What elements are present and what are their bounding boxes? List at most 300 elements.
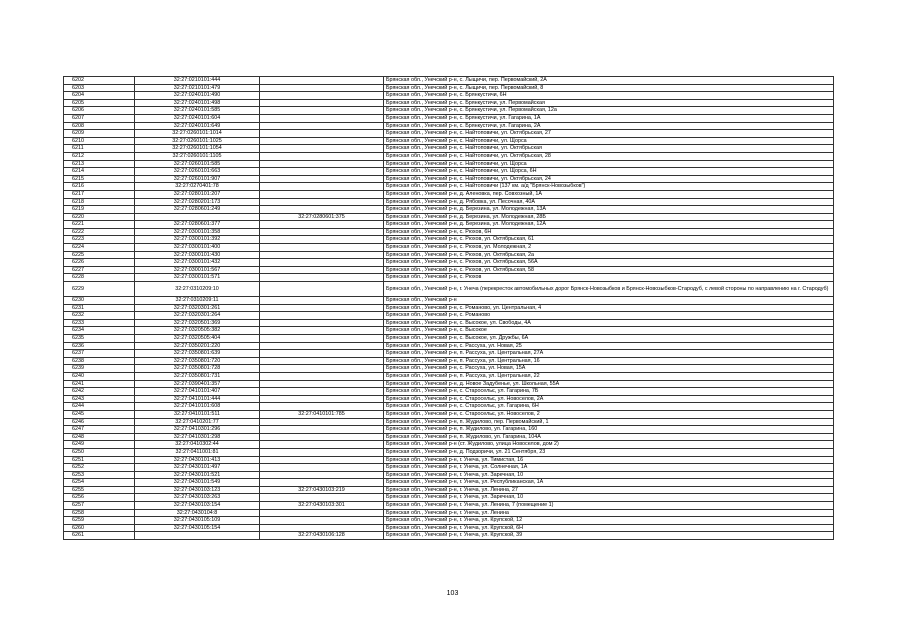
related-cadastral-number-cell bbox=[260, 335, 384, 343]
cadastral-number-cell: 32:27:0210101:444 bbox=[135, 77, 260, 85]
cadastral-number-cell: 32:27:0410101:511 bbox=[135, 410, 260, 418]
related-cadastral-number-cell bbox=[260, 266, 384, 274]
address-cell: Брянская обл., Унечский р-н, с. Рюхов, ул. Молодежная, 2 bbox=[384, 244, 834, 252]
table-row bbox=[64, 130, 834, 138]
address-cell: Брянская обл., Унечский р-н, с. Старосельє, ул. Гагарина, 6Н bbox=[384, 403, 834, 411]
table-row bbox=[64, 99, 834, 107]
row-number-cell: 6248 bbox=[64, 433, 135, 441]
cadastral-number-cell: 32:27:0260101:585 bbox=[135, 160, 260, 168]
cadastral-number-cell: 32:27:0350201:220 bbox=[135, 342, 260, 350]
row-number-cell: 6228 bbox=[64, 274, 135, 282]
cadastral-number-cell: 32:27:0240101:604 bbox=[135, 114, 260, 122]
related-cadastral-number-cell bbox=[260, 479, 384, 487]
row-number-cell: 6234 bbox=[64, 327, 135, 335]
table-row bbox=[64, 342, 834, 350]
related-cadastral-number-cell bbox=[260, 198, 384, 206]
row-number-cell: 6222 bbox=[64, 228, 135, 236]
cadastral-number-cell: 32:27:0430101:497 bbox=[135, 464, 260, 472]
related-cadastral-number-cell bbox=[260, 456, 384, 464]
table-row bbox=[64, 107, 834, 115]
table-row bbox=[64, 319, 834, 327]
row-number-cell: 6210 bbox=[64, 137, 135, 145]
address-cell: Брянская обл., Унечский р-н, г. Унеча, ул. Ленина, 27 bbox=[384, 486, 834, 494]
table-row bbox=[64, 160, 834, 168]
address-cell: Брянская обл., Унечский р-н, д. Аленовка, пер. Совхозный, 1А bbox=[384, 190, 834, 198]
related-cadastral-number-cell bbox=[260, 99, 384, 107]
related-cadastral-number-cell: 32:27:0430106:128 bbox=[260, 532, 384, 540]
related-cadastral-number-cell bbox=[260, 494, 384, 502]
related-cadastral-number-cell bbox=[260, 304, 384, 312]
cadastral-number-cell: 32:27:0430104:8 bbox=[135, 509, 260, 517]
table-row bbox=[64, 517, 834, 525]
table-row bbox=[64, 145, 834, 153]
row-number-cell: 6227 bbox=[64, 266, 135, 274]
cadastral-number-cell: 32:27:0280201:173 bbox=[135, 198, 260, 206]
address-cell: Брянская обл., Унечский р-н, с. Брянкустичи, 6Н bbox=[384, 92, 834, 100]
table-row bbox=[64, 152, 834, 160]
related-cadastral-number-cell bbox=[260, 395, 384, 403]
row-number-cell: 6241 bbox=[64, 380, 135, 388]
row-number-cell: 6225 bbox=[64, 251, 135, 259]
address-cell: Брянская обл., Унечский р-н, с. Найтоповичи, ул. Октябрьская, 28 bbox=[384, 152, 834, 160]
table-row bbox=[64, 357, 834, 365]
address-cell: Брянская обл., Унечский р-н, г. Унеча, ул. Заречная, 10 bbox=[384, 471, 834, 479]
related-cadastral-number-cell bbox=[260, 84, 384, 92]
cadastral-number-cell: 32:27:0260101:1105 bbox=[135, 152, 260, 160]
row-number-cell: 6208 bbox=[64, 122, 135, 130]
row-number-cell: 6254 bbox=[64, 479, 135, 487]
address-cell: Брянская обл., Унечский р-н bbox=[384, 297, 834, 305]
address-cell: Брянская обл., Унечский р-н, с. Найтоповичи, ул. Щорса bbox=[384, 137, 834, 145]
related-cadastral-number-cell bbox=[260, 319, 384, 327]
cadastral-number-cell: 32:27:0320301:261 bbox=[135, 304, 260, 312]
cadastral-number-cell: 32:27:0350801:728 bbox=[135, 365, 260, 373]
table-row bbox=[64, 183, 834, 191]
table-row bbox=[64, 282, 834, 297]
related-cadastral-number-cell bbox=[260, 350, 384, 358]
related-cadastral-number-cell: 32:27:0410101:785 bbox=[260, 410, 384, 418]
cadastral-number-cell: 32:27:0350801:720 bbox=[135, 357, 260, 365]
cadastral-number-cell: 32:27:0310209:11 bbox=[135, 297, 260, 305]
address-cell: Брянская обл., Унечский р-н, г. Унеча, ул. Солнечная, 1А bbox=[384, 464, 834, 472]
address-cell: Брянская обл., Унечский р-н, с. Рюхов, ул. Октябрьская, 2а bbox=[384, 251, 834, 259]
cadastral-number-cell: 32:27:0240101:649 bbox=[135, 122, 260, 130]
cadastral-number-cell: 32:27:0300101:430 bbox=[135, 251, 260, 259]
table-row bbox=[64, 380, 834, 388]
cadastral-number-cell: 32:27:0320501:369 bbox=[135, 319, 260, 327]
related-cadastral-number-cell bbox=[260, 403, 384, 411]
cadastral-number-cell: 32:27:0410301:298 bbox=[135, 433, 260, 441]
row-number-cell: 6260 bbox=[64, 524, 135, 532]
cadastral-number-cell: 32:27:0260101:1014 bbox=[135, 130, 260, 138]
row-number-cell: 6221 bbox=[64, 221, 135, 229]
row-number-cell: 6220 bbox=[64, 213, 135, 221]
related-cadastral-number-cell bbox=[260, 122, 384, 130]
row-number-cell: 6226 bbox=[64, 259, 135, 267]
cadastral-number-cell: 32:27:0260101:663 bbox=[135, 168, 260, 176]
table-row bbox=[64, 190, 834, 198]
related-cadastral-number-cell bbox=[260, 236, 384, 244]
row-number-cell: 6203 bbox=[64, 84, 135, 92]
related-cadastral-number-cell bbox=[260, 448, 384, 456]
row-number-cell: 6231 bbox=[64, 304, 135, 312]
table-row bbox=[64, 312, 834, 320]
related-cadastral-number-cell bbox=[260, 145, 384, 153]
cadastral-number-cell: 32:27:0320505:382 bbox=[135, 327, 260, 335]
address-cell: Брянская обл., Унечский р-н, с. Высокое bbox=[384, 327, 834, 335]
cadastral-number-cell: 32:27:0240101:490 bbox=[135, 92, 260, 100]
cadastral-number-cell: 32:27:0430101:413 bbox=[135, 456, 260, 464]
row-number-cell: 6215 bbox=[64, 175, 135, 183]
address-cell: Брянская обл., Унечский р-н, с. Рюхов, ул. Октябрьская, 56А bbox=[384, 259, 834, 267]
related-cadastral-number-cell bbox=[260, 441, 384, 449]
address-cell: Брянская обл., Унечский р-н, с. Найтоповичи, ул. Октябрьская, 27 bbox=[384, 130, 834, 138]
related-cadastral-number-cell bbox=[260, 114, 384, 122]
table-row bbox=[64, 236, 834, 244]
row-number-cell: 6230 bbox=[64, 297, 135, 305]
related-cadastral-number-cell bbox=[260, 380, 384, 388]
row-number-cell: 6212 bbox=[64, 152, 135, 160]
related-cadastral-number-cell bbox=[260, 524, 384, 532]
row-number-cell: 6209 bbox=[64, 130, 135, 138]
cadastral-number-cell: 32:27:0260101:1054 bbox=[135, 145, 260, 153]
registry-table bbox=[63, 76, 834, 540]
cadastral-number-cell: 32:27:0410101:608 bbox=[135, 403, 260, 411]
table-row bbox=[64, 464, 834, 472]
address-cell: Брянская обл., Унечский р-н, г. Унеча (перекресток автомобильных дорог Брянск-Новозыбков и Брянск-Новозыбков-Стародуб, с левой стороны по направлению на г. Стародуб) bbox=[384, 282, 834, 297]
related-cadastral-number-cell bbox=[260, 206, 384, 214]
table-row bbox=[64, 175, 834, 183]
table-row bbox=[64, 122, 834, 130]
row-number-cell: 6205 bbox=[64, 99, 135, 107]
address-cell: Брянская обл., Унечский р-н, п. Жудилово, ул. Гагарина, 104А bbox=[384, 433, 834, 441]
table-row bbox=[64, 456, 834, 464]
related-cadastral-number-cell bbox=[260, 372, 384, 380]
address-cell: Брянская обл., Унечский р-н, п. Рассуха, ул. Центральная, 16 bbox=[384, 357, 834, 365]
row-number-cell: 6253 bbox=[64, 471, 135, 479]
related-cadastral-number-cell bbox=[260, 418, 384, 426]
table-row bbox=[64, 494, 834, 502]
address-cell: Брянская обл., Унечский р-н, с. Рюхов, ул. Октябрьская, 58 bbox=[384, 266, 834, 274]
address-cell: Брянская обл., Унечский р-н, г. Унеча, ул. Тимистая, 16 bbox=[384, 456, 834, 464]
address-cell: Брянская обл., Унечский р-н, д. Подзоричи, ул. 21 Сентября, 23 bbox=[384, 448, 834, 456]
table-row bbox=[64, 372, 834, 380]
cadastral-number-cell: 32:27:0410201:77 bbox=[135, 418, 260, 426]
row-number-cell: 6211 bbox=[64, 145, 135, 153]
row-number-cell: 6219 bbox=[64, 206, 135, 214]
row-number-cell: 6217 bbox=[64, 190, 135, 198]
related-cadastral-number-cell bbox=[260, 327, 384, 335]
table-row bbox=[64, 410, 834, 418]
address-cell: Брянская обл., Унечский р-н, п. Жудилово, пер. Первомайский, 1 bbox=[384, 418, 834, 426]
cadastral-number-cell: 32:27:0350801:731 bbox=[135, 372, 260, 380]
address-cell: Брянская обл., Унечский р-н, с. Брянкустичи, ул. Гагарина, 2А bbox=[384, 122, 834, 130]
related-cadastral-number-cell bbox=[260, 365, 384, 373]
address-cell: Брянская обл., Унечский р-н, с. Брянкустичи, ул. Первомайская bbox=[384, 99, 834, 107]
row-number-cell: 6237 bbox=[64, 350, 135, 358]
address-cell: Брянская обл., Унечский р-н, с. Найтоповичи, ул. Щорса, 6Н bbox=[384, 168, 834, 176]
address-cell: Брянская обл., Унечский р-н, с. Лыщичи, пер. Первомайский, 2А bbox=[384, 77, 834, 85]
address-cell: Брянская обл., Унечский р-н, с. Старосельє, ул. Новоселов, 2А bbox=[384, 395, 834, 403]
row-number-cell: 6216 bbox=[64, 183, 135, 191]
table-row bbox=[64, 228, 834, 236]
table-row bbox=[64, 114, 834, 122]
related-cadastral-number-cell bbox=[260, 77, 384, 85]
cadastral-number-cell: 32:27:0300101:567 bbox=[135, 266, 260, 274]
related-cadastral-number-cell bbox=[260, 130, 384, 138]
row-number-cell: 6244 bbox=[64, 403, 135, 411]
registry-body bbox=[64, 77, 834, 540]
row-number-cell: 6229 bbox=[64, 282, 135, 297]
cadastral-number-cell: 32:27:0430103:263 bbox=[135, 494, 260, 502]
row-number-cell: 6259 bbox=[64, 517, 135, 525]
row-number-cell: 6202 bbox=[64, 77, 135, 85]
cadastral-number-cell: 32:27:0300101:571 bbox=[135, 274, 260, 282]
address-cell: Брянская обл., Унечский р-н, д. Березина, ул. Молодежная, 12А bbox=[384, 221, 834, 229]
address-cell: Брянская обл., Унечский р-н, д. Березина, ул. Молодежная, 28Б bbox=[384, 213, 834, 221]
row-number-cell: 6246 bbox=[64, 418, 135, 426]
cadastral-number-cell: 32:27:0320505:404 bbox=[135, 335, 260, 343]
cadastral-number-cell: 32:27:0260101:1025 bbox=[135, 137, 260, 145]
related-cadastral-number-cell bbox=[260, 517, 384, 525]
address-cell: Брянская обл., Унечский р-н, с. Рюхов, ул. Октябрьская, 61 bbox=[384, 236, 834, 244]
address-cell: Брянская обл., Унечский р-н, п. Жудилово, ул. Гагарина, 160 bbox=[384, 426, 834, 434]
related-cadastral-number-cell bbox=[260, 259, 384, 267]
row-number-cell: 6251 bbox=[64, 456, 135, 464]
cadastral-number-cell: 32:27:0411001:81 bbox=[135, 448, 260, 456]
address-cell: Брянская обл., Унечский р-н, с. Лыщичи, пер. Первомайский, 8 bbox=[384, 84, 834, 92]
address-cell: Брянская обл., Унечский р-н, с. Найтоповичи (137 км. а/д "Брянск-Новозыбков") bbox=[384, 183, 834, 191]
row-number-cell: 6233 bbox=[64, 319, 135, 327]
address-cell: Брянская обл., Унечский р-н, с. Рассуха, ул. Новая, 15А bbox=[384, 365, 834, 373]
row-number-cell: 6204 bbox=[64, 92, 135, 100]
address-cell: Брянская обл., Унечский р-н, п. Рассуха, ул. Центральная, 27А bbox=[384, 350, 834, 358]
table-row bbox=[64, 486, 834, 494]
related-cadastral-number-cell bbox=[260, 244, 384, 252]
related-cadastral-number-cell bbox=[260, 509, 384, 517]
row-number-cell: 6256 bbox=[64, 494, 135, 502]
row-number-cell: 6207 bbox=[64, 114, 135, 122]
table-row bbox=[64, 92, 834, 100]
address-cell: Брянская обл., Унечский р-н, г. Унеча, ул. Крупской, 39 bbox=[384, 532, 834, 540]
address-cell: Брянская обл., Унечский р-н, с. Рюхов, 6Н bbox=[384, 228, 834, 236]
cadastral-number-cell: 32:27:0240101:498 bbox=[135, 99, 260, 107]
address-cell: Брянская обл., Унечский р-н, с. Романово bbox=[384, 312, 834, 320]
row-number-cell: 6218 bbox=[64, 198, 135, 206]
cadastral-number-cell: 32:27:0320301:264 bbox=[135, 312, 260, 320]
row-number-cell: 6247 bbox=[64, 426, 135, 434]
address-cell: Брянская обл., Унечский р-н, д. Рябовка, ул. Песочная, 40А bbox=[384, 198, 834, 206]
row-number-cell: 6238 bbox=[64, 357, 135, 365]
row-number-cell: 6242 bbox=[64, 388, 135, 396]
cadastral-number-cell: 32:27:0430105:109 bbox=[135, 517, 260, 525]
cadastral-number-cell: 32:27:0410101:444 bbox=[135, 395, 260, 403]
address-cell: Брянская обл., Унечский р-н, с. Рюхов bbox=[384, 274, 834, 282]
table-row bbox=[64, 274, 834, 282]
address-cell: Брянская обл., Унечский р-н, с. Брянкустичи, ул. Гагарина, 1А bbox=[384, 114, 834, 122]
row-number-cell: 6243 bbox=[64, 395, 135, 403]
row-number-cell: 6245 bbox=[64, 410, 135, 418]
table-row bbox=[64, 168, 834, 176]
related-cadastral-number-cell bbox=[260, 297, 384, 305]
address-cell: Брянская обл., Унечский р-н, с. Романово, ул. Центральная, 4 bbox=[384, 304, 834, 312]
row-number-cell: 6236 bbox=[64, 342, 135, 350]
address-cell: Брянская обл., Унечский р-н, г. Унеча, ул. Ленина bbox=[384, 509, 834, 517]
cadastral-number-cell: 32:27:0280101:207 bbox=[135, 190, 260, 198]
address-cell: Брянская обл., Унечский р-н, с. Найтоповичи, ул. Щорса bbox=[384, 160, 834, 168]
table-row bbox=[64, 259, 834, 267]
row-number-cell: 6261 bbox=[64, 532, 135, 540]
table-row bbox=[64, 365, 834, 373]
address-cell: Брянская обл., Унечский р-н, с. Высокое, ул. Дружбы, 6А bbox=[384, 335, 834, 343]
cadastral-number-cell: 32:27:0300101:432 bbox=[135, 259, 260, 267]
address-cell: Брянская обл., Унечский р-н, д. Новое Задубенье, ул. Школьная, 55А bbox=[384, 380, 834, 388]
address-cell: Брянская обл., Унечский р-н, г. Унеча, ул. Крупской, 6Н bbox=[384, 524, 834, 532]
related-cadastral-number-cell bbox=[260, 168, 384, 176]
row-number-cell: 6239 bbox=[64, 365, 135, 373]
address-cell: Брянская обл., Унечский р-н (ст. Жудилово, улица Новоселов, дом 2) bbox=[384, 441, 834, 449]
address-cell: Брянская обл., Унечский р-н, г. Унеча, ул. Республиканская, 1А bbox=[384, 479, 834, 487]
table-row bbox=[64, 403, 834, 411]
table-row bbox=[64, 221, 834, 229]
related-cadastral-number-cell bbox=[260, 175, 384, 183]
related-cadastral-number-cell bbox=[260, 342, 384, 350]
related-cadastral-number-cell bbox=[260, 312, 384, 320]
address-cell: Брянская обл., Унечский р-н, д. Березина, ул. Молодежная, 13А bbox=[384, 206, 834, 214]
row-number-cell: 6213 bbox=[64, 160, 135, 168]
cadastral-number-cell: 32:27:0430101:549 bbox=[135, 479, 260, 487]
table-row bbox=[64, 524, 834, 532]
table-row bbox=[64, 206, 834, 214]
address-cell: Брянская обл., Унечский р-н, с. Старосельє, ул. Новоселов, 2 bbox=[384, 410, 834, 418]
table-row bbox=[64, 198, 834, 206]
table-row bbox=[64, 433, 834, 441]
address-cell: Брянская обл., Унечский р-н, с. Высокое, ул. Свободы, 4А bbox=[384, 319, 834, 327]
related-cadastral-number-cell bbox=[260, 107, 384, 115]
related-cadastral-number-cell bbox=[260, 190, 384, 198]
table-row bbox=[64, 426, 834, 434]
table-row bbox=[64, 509, 834, 517]
row-number-cell: 6214 bbox=[64, 168, 135, 176]
table-row bbox=[64, 388, 834, 396]
related-cadastral-number-cell bbox=[260, 426, 384, 434]
related-cadastral-number-cell bbox=[260, 251, 384, 259]
row-number-cell: 6232 bbox=[64, 312, 135, 320]
row-number-cell: 6235 bbox=[64, 335, 135, 343]
related-cadastral-number-cell bbox=[260, 152, 384, 160]
cadastral-number-cell: 32:27:0410302:44 bbox=[135, 441, 260, 449]
related-cadastral-number-cell bbox=[260, 464, 384, 472]
cadastral-number-cell: 32:27:0410301:296 bbox=[135, 426, 260, 434]
cadastral-number-cell: 32:27:0300101:392 bbox=[135, 236, 260, 244]
row-number-cell: 6249 bbox=[64, 441, 135, 449]
table-row bbox=[64, 244, 834, 252]
related-cadastral-number-cell bbox=[260, 137, 384, 145]
table-row bbox=[64, 479, 834, 487]
table-row bbox=[64, 213, 834, 221]
table-row bbox=[64, 395, 834, 403]
page-number: 103 bbox=[446, 590, 459, 597]
cadastral-number-cell: 32:27:0410101:407 bbox=[135, 388, 260, 396]
row-number-cell: 6255 bbox=[64, 486, 135, 494]
address-cell: Брянская обл., Унечский р-н, с. Старосельє, ул. Гагарина, 7Б bbox=[384, 388, 834, 396]
row-number-cell: 6240 bbox=[64, 372, 135, 380]
cadastral-number-cell bbox=[135, 532, 260, 540]
table-row bbox=[64, 441, 834, 449]
related-cadastral-number-cell bbox=[260, 433, 384, 441]
cadastral-number-cell: 32:27:0240101:585 bbox=[135, 107, 260, 115]
cadastral-number-cell: 32:27:0280601:249 bbox=[135, 206, 260, 214]
related-cadastral-number-cell bbox=[260, 183, 384, 191]
related-cadastral-number-cell bbox=[260, 388, 384, 396]
address-cell: Брянская обл., Унечский р-н, с. Найтоповичи, ул. Октябрьская, 24 bbox=[384, 175, 834, 183]
cadastral-number-cell bbox=[135, 213, 260, 221]
address-cell: Брянская обл., Унечский р-н, с. Брянкустичи, ул. Первомайская, 12а bbox=[384, 107, 834, 115]
cadastral-number-cell: 32:27:0430105:154 bbox=[135, 524, 260, 532]
related-cadastral-number-cell bbox=[260, 357, 384, 365]
row-number-cell: 6224 bbox=[64, 244, 135, 252]
cadastral-number-cell: 32:27:0310209:10 bbox=[135, 282, 260, 297]
table-row bbox=[64, 84, 834, 92]
table-row bbox=[64, 77, 834, 85]
related-cadastral-number-cell bbox=[260, 471, 384, 479]
table-row bbox=[64, 502, 834, 510]
related-cadastral-number-cell bbox=[260, 282, 384, 297]
row-number-cell: 6257 bbox=[64, 502, 135, 510]
related-cadastral-number-cell bbox=[260, 160, 384, 168]
related-cadastral-number-cell: 32:27:0280601:375 bbox=[260, 213, 384, 221]
row-number-cell: 6206 bbox=[64, 107, 135, 115]
address-cell: Брянская обл., Унечский р-н, п. Рассуха, ул. Центральная, 22 bbox=[384, 372, 834, 380]
address-cell: Брянская обл., Унечский р-н, г. Унеча, ул. Ленина, 7 (помещение 1) bbox=[384, 502, 834, 510]
table-row bbox=[64, 266, 834, 274]
table-row bbox=[64, 448, 834, 456]
cadastral-number-cell: 32:27:0270401:78 bbox=[135, 183, 260, 191]
cadastral-number-cell: 32:27:0300101:358 bbox=[135, 228, 260, 236]
related-cadastral-number-cell bbox=[260, 228, 384, 236]
row-number-cell: 6223 bbox=[64, 236, 135, 244]
cadastral-number-cell: 32:27:0350801:639 bbox=[135, 350, 260, 358]
cadastral-number-cell: 32:27:0280601:377 bbox=[135, 221, 260, 229]
table-row bbox=[64, 471, 834, 479]
address-cell: Брянская обл., Унечский р-н, с. Рассуха, ул. Новая, 25 bbox=[384, 342, 834, 350]
cadastral-number-cell: 32:27:0390401:357 bbox=[135, 380, 260, 388]
cadastral-number-cell: 32:27:0430101:521 bbox=[135, 471, 260, 479]
address-cell: Брянская обл., Унечский р-н, г. Унеча, ул. Заречная, 10 bbox=[384, 494, 834, 502]
table-row bbox=[64, 137, 834, 145]
table-row bbox=[64, 251, 834, 259]
address-cell: Брянская обл., Унечский р-н, с. Найтоповичи, ул. Октябрьская bbox=[384, 145, 834, 153]
table-row bbox=[64, 335, 834, 343]
row-number-cell: 6250 bbox=[64, 448, 135, 456]
cadastral-number-cell: 32:27:0210101:479 bbox=[135, 84, 260, 92]
related-cadastral-number-cell: 32:27:0430103:219 bbox=[260, 486, 384, 494]
row-number-cell: 6252 bbox=[64, 464, 135, 472]
cadastral-number-cell: 32:27:0300101:400 bbox=[135, 244, 260, 252]
table-row bbox=[64, 297, 834, 305]
related-cadastral-number-cell: 32:27:0430103:301 bbox=[260, 502, 384, 510]
cadastral-number-cell: 32:27:0430103:154 bbox=[135, 502, 260, 510]
related-cadastral-number-cell bbox=[260, 274, 384, 282]
related-cadastral-number-cell bbox=[260, 221, 384, 229]
address-cell: Брянская обл., Унечский р-н, г. Унеча, ул. Крупской, 12 bbox=[384, 517, 834, 525]
table-row bbox=[64, 350, 834, 358]
table-row bbox=[64, 304, 834, 312]
related-cadastral-number-cell bbox=[260, 92, 384, 100]
table-row bbox=[64, 327, 834, 335]
cadastral-number-cell: 32:27:0430103:123 bbox=[135, 486, 260, 494]
row-number-cell: 6258 bbox=[64, 509, 135, 517]
